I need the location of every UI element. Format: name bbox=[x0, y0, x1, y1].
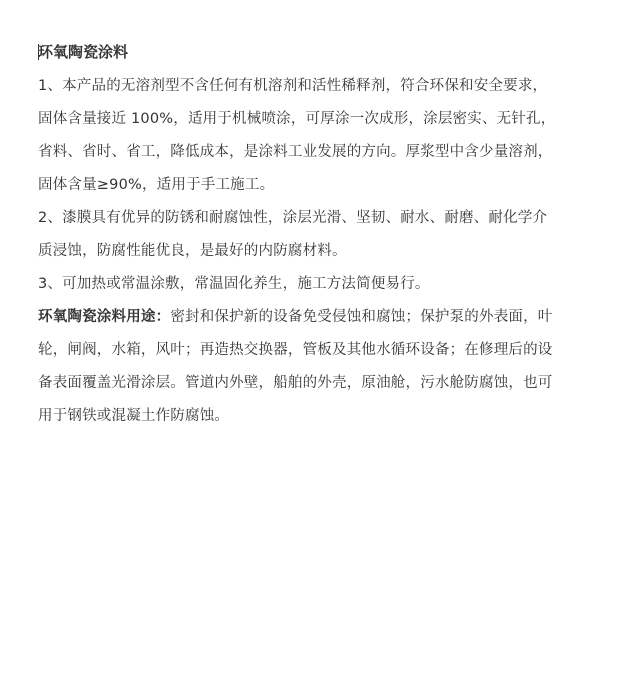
paragraph-line: 省料、省时、省工，降低成本，是涂料工业发展的方向。厚浆型中含少量溶剂， bbox=[38, 144, 553, 160]
usage-text: 密封和保护新的设备免受侵蚀和腐蚀；保护泵的外表面，叶 bbox=[170, 309, 553, 325]
paragraph-line: 用于钢铁或混凝土作防腐蚀。 bbox=[38, 408, 230, 424]
paragraph-line: 固体含量≥90%，适用于手工施工。 bbox=[38, 177, 275, 193]
paragraph-line: 1、本产品的无溶剂型不含任何有机溶剂和活性稀释剂，符合环保和安全要求， bbox=[38, 78, 548, 94]
paragraph-line: 轮，闸阀，水箱，风叶；再造热交换器，管板及其他水循环设备；在修理后的设 bbox=[38, 342, 553, 358]
paragraph-item-3 bbox=[38, 268, 598, 301]
paragraph-line: 3、可加热或常温涂敷，常温固化养生，施工方法简便易行。 bbox=[38, 276, 430, 292]
paragraph-line: 备表面覆盖光滑涂层。管道内外壁，船舶的外壳，原油舱，污水舱防腐蚀，也可 bbox=[38, 375, 553, 391]
article-body bbox=[38, 40, 598, 433]
article-title: 环氧陶瓷涂料 bbox=[38, 43, 129, 61]
usage-label: 环氧陶瓷涂料用途： bbox=[38, 309, 171, 325]
paragraph-item-1 bbox=[38, 70, 598, 202]
paragraph-usage bbox=[38, 301, 598, 433]
paragraph-line: 质浸蚀，防腐性能优良，是最好的内防腐材料。 bbox=[38, 243, 347, 259]
paragraph-line: 固体含量接近 100%，适用于机械喷涂，可厚涂一次成形，涂层密实、无针孔， bbox=[38, 111, 556, 127]
paragraph-line: 2、漆膜具有优异的防锈和耐腐蚀性，涂层光滑、坚韧、耐水、耐磨、耐化学介 bbox=[38, 210, 548, 226]
paragraph-line bbox=[38, 301, 598, 334]
paragraph-item-2 bbox=[38, 202, 598, 268]
